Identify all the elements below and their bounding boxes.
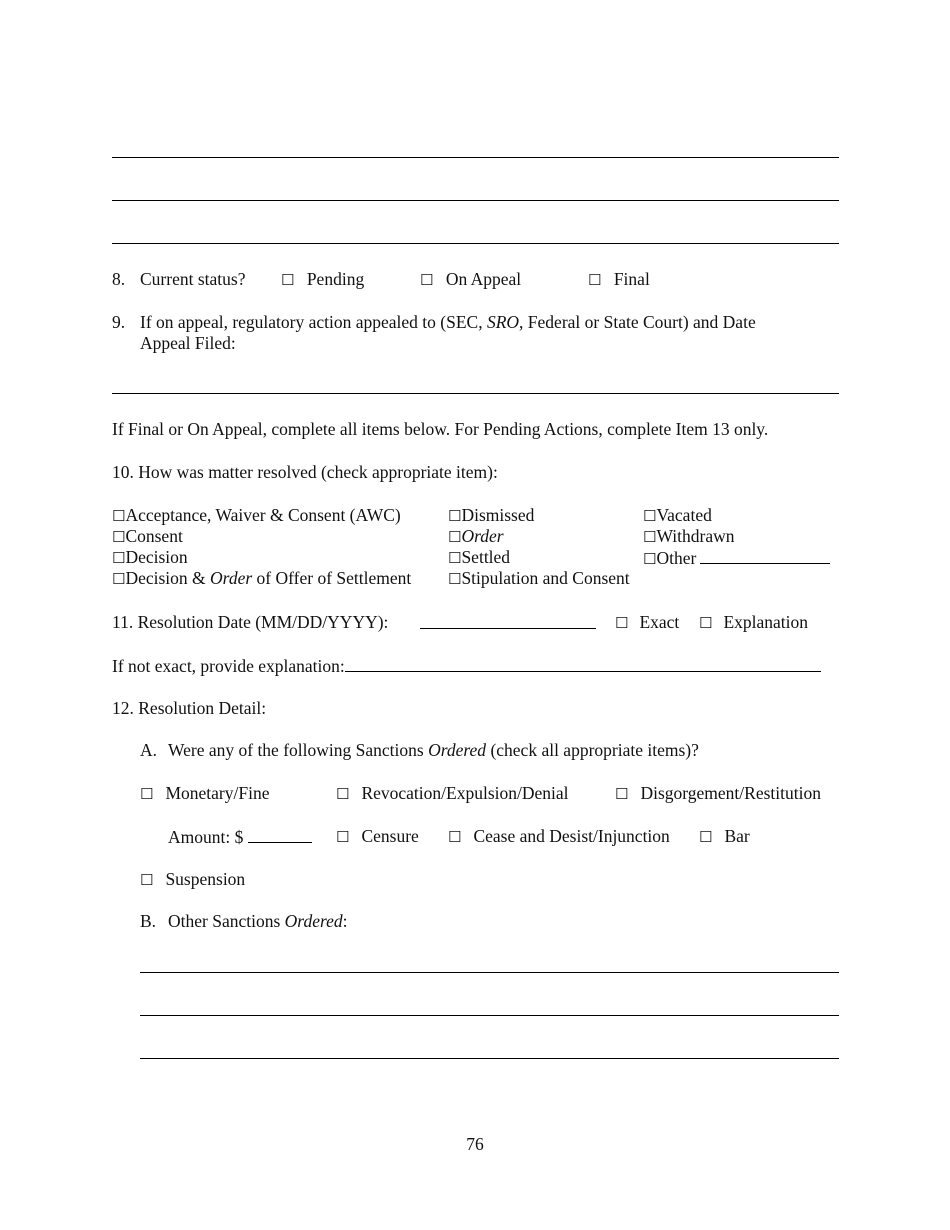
checkbox-icon[interactable]: ☐	[112, 570, 126, 588]
checkbox-icon[interactable]: ☐	[336, 785, 350, 803]
checkbox-icon[interactable]: ☐	[112, 528, 126, 546]
checkbox-icon[interactable]: ☐	[448, 570, 462, 588]
q10-order-option[interactable]: ☐Order	[448, 526, 504, 546]
blank-line-1[interactable]	[112, 157, 839, 158]
checkbox-icon[interactable]: ☐	[699, 614, 713, 632]
blank-line-3[interactable]	[112, 243, 839, 244]
checkbox-icon[interactable]: ☐	[643, 550, 657, 568]
explanation-input[interactable]	[345, 655, 821, 672]
q8-pending-option[interactable]	[281, 269, 364, 291]
amount-input[interactable]	[248, 826, 312, 843]
checkbox-icon[interactable]: ☐	[699, 828, 713, 846]
q10-settled-option[interactable]: ☐Settled	[448, 547, 511, 567]
q10-other-option[interactable]: ☐Other	[643, 547, 830, 570]
other-sanctions-line-2[interactable]	[140, 1015, 839, 1016]
q11-label: 11. Resolution Date (MM/DD/YYYY):	[112, 612, 389, 632]
q8-on-appeal-label: On Appeal	[445, 269, 522, 289]
q12a-letter: A.	[140, 740, 158, 760]
q10-awc-option[interactable]: ☐Acceptance, Waiver & Consent (AWC)	[112, 505, 401, 525]
q8-pending-label: Pending	[306, 269, 365, 289]
q10-withdrawn-option[interactable]: ☐Withdrawn	[643, 526, 735, 546]
checkbox-icon[interactable]: ☐	[615, 614, 629, 632]
sanction-censure-option[interactable]: ☐ Censure	[336, 826, 419, 846]
checkbox-icon[interactable]: ☐	[448, 828, 462, 846]
sanction-suspension-option[interactable]: ☐ Suspension	[140, 869, 246, 889]
instruction-text: If Final or On Appeal, complete all items below. For Pending Actions, complete Item 13 only.	[112, 419, 769, 439]
checkbox-icon[interactable]: ☐	[112, 507, 126, 525]
checkbox-icon[interactable]: ☐	[615, 785, 629, 803]
q12a-question: Were any of the following Sanctions Ordered (check all appropriate items)?	[168, 740, 699, 760]
checkbox-icon[interactable]: ☐	[643, 528, 657, 546]
q10-vacated-option[interactable]: ☐Vacated	[643, 505, 712, 525]
blank-line-2[interactable]	[112, 200, 839, 201]
sanction-revocation-option[interactable]: ☐ Revocation/Expulsion/Denial	[336, 783, 569, 803]
q8-final-label: Final	[613, 269, 650, 289]
q11-exact-option[interactable]: ☐ Exact	[615, 612, 680, 632]
checkbox-icon[interactable]: ☐	[140, 785, 154, 803]
q8-on-appeal-option[interactable]	[420, 269, 521, 291]
q8-label: Current status?	[140, 269, 246, 289]
sanction-monetary-option[interactable]: ☐ Monetary/Fine	[140, 783, 270, 803]
q9-line1: If on appeal, regulatory action appealed to (SEC, SRO, Federal or State Court) and Date	[140, 312, 756, 332]
q9-line2: Appeal Filed:	[140, 333, 236, 353]
sanction-bar-option[interactable]: ☐ Bar	[699, 826, 750, 846]
sanction-disgorgement-option[interactable]: ☐ Disgorgement/Restitution	[615, 783, 821, 803]
q8-final-option[interactable]	[588, 269, 650, 291]
q8-number: 8.	[112, 269, 126, 289]
other-sanctions-line-1[interactable]	[140, 972, 839, 973]
q10-decision-option[interactable]: ☐Decision	[112, 547, 188, 567]
q10-dismissed-option[interactable]: ☐Dismissed	[448, 505, 535, 525]
q12-label: 12. Resolution Detail:	[112, 698, 267, 718]
q10-other-input[interactable]	[700, 547, 830, 564]
checkbox-icon[interactable]: ☐	[281, 271, 295, 289]
q10-stipulation-option[interactable]: ☐Stipulation and Consent	[448, 568, 630, 588]
checkbox-icon[interactable]: ☐	[448, 507, 462, 525]
page-number: 76	[466, 1134, 484, 1154]
checkbox-icon[interactable]: ☐	[448, 549, 462, 567]
checkbox-icon[interactable]: ☐	[643, 507, 657, 525]
q12b-letter: B.	[140, 911, 157, 931]
resolution-date-input[interactable]	[420, 612, 596, 634]
checkbox-icon[interactable]: ☐	[140, 871, 154, 889]
q9-number: 9.	[112, 312, 126, 332]
q10-label: 10. How was matter resolved (check appropriate item):	[112, 462, 498, 482]
q12b-label: Other Sanctions Ordered:	[168, 911, 348, 931]
checkbox-icon[interactable]: ☐	[588, 271, 602, 289]
appeal-filed-line[interactable]	[112, 393, 839, 394]
q11-explanation-option[interactable]: ☐ Explanation	[699, 612, 809, 632]
q10-decision-order-option[interactable]: ☐Decision & Order of Offer of Settlement	[112, 568, 412, 588]
checkbox-icon[interactable]: ☐	[420, 271, 434, 289]
explanation-row: If not exact, provide explanation:	[112, 655, 821, 677]
checkbox-icon[interactable]: ☐	[112, 549, 126, 567]
amount-row: Amount: $	[168, 826, 312, 848]
checkbox-icon[interactable]: ☐	[336, 828, 350, 846]
q10-consent-option[interactable]: ☐Consent	[112, 526, 183, 546]
sanction-cease-desist-option[interactable]: ☐ Cease and Desist/Injunction	[448, 826, 670, 846]
checkbox-icon[interactable]: ☐	[448, 528, 462, 546]
other-sanctions-line-3[interactable]	[140, 1058, 839, 1059]
